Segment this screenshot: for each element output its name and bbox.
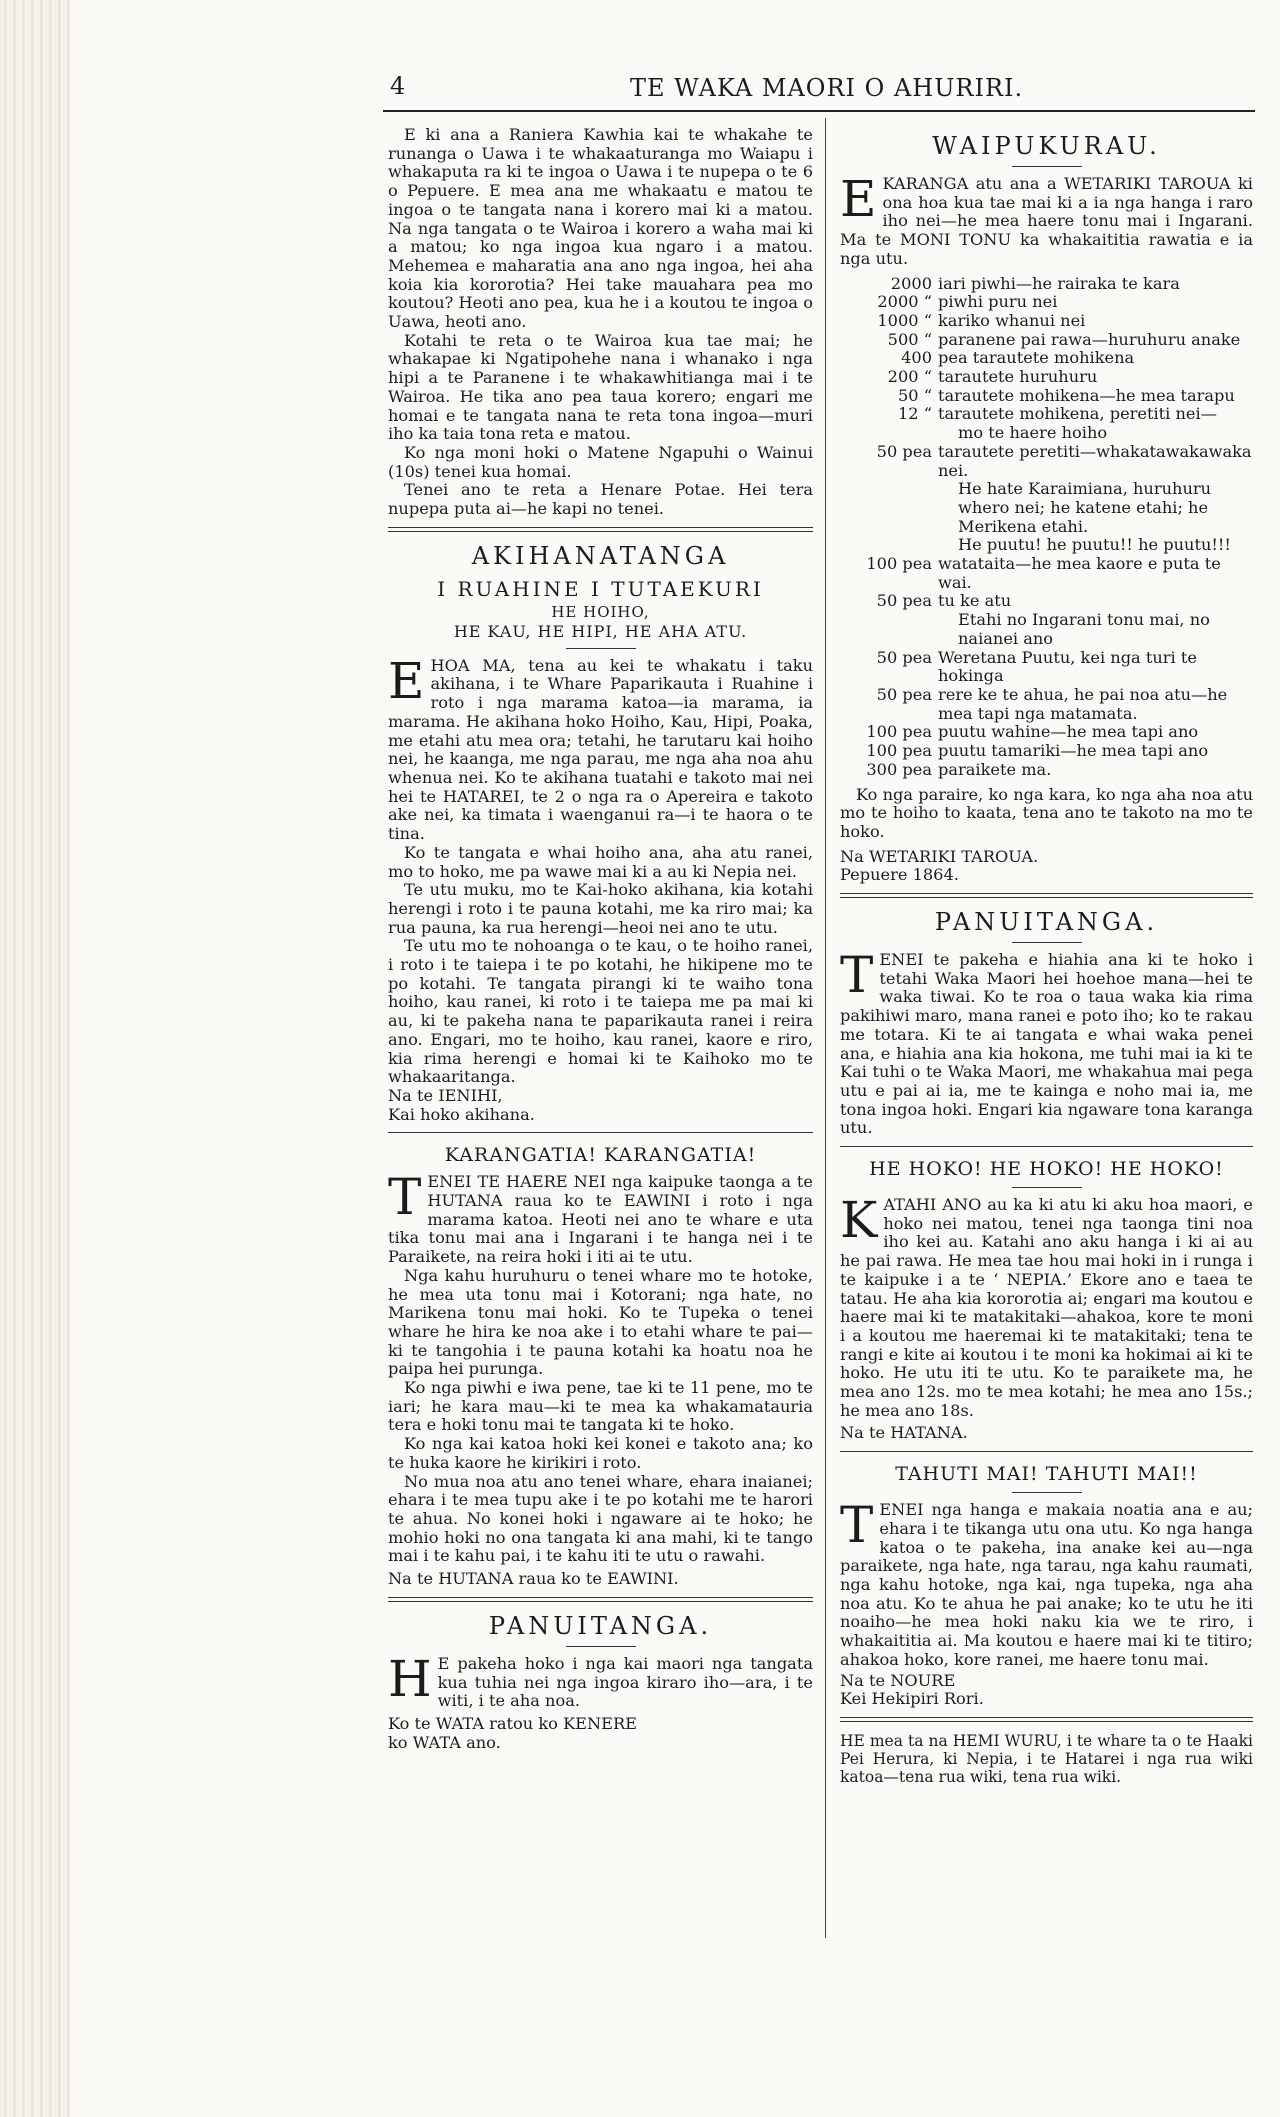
akihana-section [388, 542, 813, 1125]
ad-paragraph: HOA MA, tena au kei te whakatu i taku akihana, i te Whare Paparikauta i Ruahine i roto i nga marama katoa—ia marama, ia marama. He akihana hoko Hoiho, Kau, Hipi, Poaka, me etahi atu mea ora; tetahi, he tarutaru kai hoiho nei, he kaanga, me nga parau, me nga aha noa ahu whenua nei. Ko te akihana tuatahi e takoto mai nei hei te HATAREI, te 2 o nga ra o Apereira e takoto ake nei, ka timata i waenganui ra—i te haora o te tina. [388, 655, 813, 844]
drop-cap: E [840, 170, 877, 228]
section-title: PANUITANGA. [488, 1611, 713, 1640]
section-title: HE HOKO! HE HOKO! HE HOKO! [869, 1158, 1224, 1181]
ad-paragraph: Ko nga paraire, ko nga kara, ko nga aha noa atu mo te hoiho to kaata, tena ano te takoto na mo te hoko. [840, 784, 1253, 841]
signature: Kei Hekipiri Rori. [840, 1689, 984, 1709]
panui2-section [840, 908, 1253, 1138]
section-subtitle: HE KAU, HE HIPI, HE AHA ATU. [453, 621, 748, 641]
section-separator [840, 1717, 1253, 1722]
drop-cap: T [840, 1496, 874, 1555]
list-item: He puutu! he puutu!! he puutu!!! [958, 535, 1231, 555]
list-item: 1000 “ kariko whanui nei [877, 310, 1086, 330]
signature: Na te NOURE [840, 1670, 956, 1690]
short-rule [1012, 942, 1082, 943]
drop-cap: T [840, 946, 874, 1005]
ad-paragraph: ENEI nga hanga e makaia noatia ana e au; ehara i te tikanga utu ona utu. Ko nga hanga katoa o te pakeha, ina anake kei au—nga paraikete, nga hate, nga tarau, nga kahu raumati, nga kahu hotoke, nga kai, nga tupeka, nga aha noa atu. Ko te ahua he pai anake; ko te utu he iti noaiho—he mea hoki naku kia we te riro, i whakaititia ai. Ma koutou e haere mai ki te titiro; ahakoa hoko, kore ranei, me haere tonu mai. [840, 1500, 1253, 1669]
signature: Kai hoko akihana. [388, 1104, 535, 1124]
list-item: mo te haere hoiho [958, 423, 1108, 443]
section-separator [840, 1451, 1253, 1452]
signature: Ko te WATA ratou ko KENERE [388, 1713, 637, 1733]
list-item: 50 pea rere ke te ahua, he pai noa atu—he mea tapi nga matamata. [876, 684, 1228, 723]
list-item: 50 “ tarautete mohikena—he mea tarapu [897, 385, 1235, 405]
section-separator [840, 1146, 1253, 1147]
list-item: 50 pea tu ke atu [876, 591, 1012, 611]
header-rule [383, 110, 1255, 112]
drop-cap: K [840, 1191, 878, 1250]
section-separator [388, 527, 813, 532]
ad-paragraph: ENEI TE HAERE NEI nga kaipuke taonga a te HUTANA raua ko te EAWINI i roto i nga marama katoa. Heoti nei ano te whare e uta tika tonu mai ana i Ingarani i te hanga nei i te Paraikete, na reira hoki i iti ai te utu. [388, 1172, 813, 1267]
list-item: 100 pea puutu wahine—he mea tapi ano [866, 722, 1199, 742]
list-item: Etahi no Ingarani tonu mai, no naianei ano [958, 610, 1210, 648]
section-separator [388, 1597, 813, 1602]
intro-paragraph: Ko nga moni hoki o Matene Ngapuhi o Wainui (10s) tenei kua homai. [388, 442, 813, 481]
intro-paragraph: Tenei ano te reta a Henare Potae. Hei tera nupepa puta ai—he kapi no tenei. [388, 480, 813, 519]
list-item: 50 pea Weretana Puutu, kei nga turi te hokinga [876, 647, 1197, 686]
ad-paragraph: Ko nga piwhi e iwa pene, tae ki te 11 pene, mo te iari; he kara mau—ki te mea ka whakamatauria tera e hoki tonu mai te tangata ki te hoko. [388, 1378, 813, 1435]
drop-cap: T [388, 1168, 422, 1227]
ad-paragraph: Te utu muku, mo te Kai-hoko akihana, kia kotahi herengi i roto i te pauna kotahi, me ka riro mai; ka rua pauna, ka rua herengi—heoi nei ano te utu. [388, 880, 813, 937]
section-separator [840, 893, 1253, 898]
list-item: 12 “ tarautete mohikena, peretiti nei— [897, 404, 1217, 424]
date-line: Pepuere 1864. [840, 865, 959, 885]
ad-paragraph: Ko te tangata e whai hoiho ana, aha atu ranei, mo to hoko, me pa wawe mai ki a au ki Nepia nei. [388, 842, 813, 881]
list-item: 200 “ tarautete huruhuru [887, 367, 1098, 387]
goods-list [840, 275, 1253, 780]
section-title: WAIPUKURAU. [932, 132, 1161, 160]
waipukurau-section [840, 132, 1253, 885]
list-item: 100 pea watataita—he mea kaore e puta te wai. [866, 554, 1221, 592]
page-binding-edge [0, 0, 70, 2117]
short-rule [566, 1646, 636, 1647]
short-rule [566, 648, 636, 649]
ad-paragraph: Nga kahu huruhuru o tenei whare mo te hotoke, he mea uta tonu mai i Kotorani; nga hate, no Marikena tonu mai hoki. Ko te Tupeka o tenei whare he hira ke noa ake i to etahi whare te pai—ki te tangohia i te pauna kotahi ka hoatu noa he paipa hei purunga. [388, 1265, 813, 1379]
page-number: 4 [390, 72, 406, 100]
signature: ko WATA ano. [388, 1732, 501, 1752]
list-item: 500 “ paranene pai rawa—huruhuru anake [887, 329, 1241, 349]
drop-cap: E [388, 651, 425, 710]
short-rule [1012, 166, 1082, 167]
section-title: TAHUTI MAI! TAHUTI MAI!! [895, 1463, 1198, 1486]
short-rule [1012, 1187, 1082, 1188]
signature: Na WETARIKI TAROUA. [840, 846, 1039, 866]
section-separator [388, 1132, 813, 1133]
list-item: 300 pea paraikete ma. [866, 759, 1052, 779]
column-divider [825, 118, 826, 1938]
left-column [388, 126, 813, 1752]
list-item: 400 pea tarautete mohikena [901, 348, 1135, 368]
list-item: 2000 iari piwhi—he rairaka te kara [890, 273, 1180, 293]
list-item: 2000 “ piwhi puru nei [877, 292, 1058, 312]
newspaper-title: TE WAKA MAORI O AHURIRI. [630, 74, 1024, 102]
intro-paragraph: E ki ana a Raniera Kawhia kai te whakahe te runanga o Uawa i te whakaaturanga mo Waiapu i whakaputa ra ki te ingoa o Uawa i te nupepa o te 6 o Pepuere. E mea ana me whakaatu e matou te ingoa o te tangata nana i korero mai ki a matou. Na nga tangata o te Wairoa i korero a waha mai ki a matou; ko nga ingoa kua ngaro i a matou. Mehemea e maharatia ana ano nga ingoa, hei aha koia kia kororotia? Hei take mauahara pea mo koutou? Heoti ano pea, kua he i a koutou te ingoa o Uawa, heoti ano. [388, 125, 813, 332]
signature: Na te HUTANA raua ko te EAWINI. [388, 1569, 679, 1589]
list-item: 50 pea tarautete peretiti—whakatawakawaka nei. [876, 441, 1252, 480]
signature: Na te HATANA. [840, 1423, 968, 1443]
ad-paragraph: Ko nga kai katoa hoki kei konei e takoto ana; ko te huka kaore he kirikiri i roto. [388, 1434, 813, 1472]
signature: Na te IENIHI, [388, 1085, 503, 1105]
ad-paragraph: KARANGA atu ana a WETARIKI TAROUA ki ona hoa kua tae mai ki a ia nga hanga i raro iho nei—he mea haere tonu mai i Ingarani. Ma te MONI TONU ka whakaititia rawatia e ia nga utu. [840, 174, 1253, 268]
ad-paragraph: E pakeha hoko i nga kai maori nga tangata kua tuhia nei nga ingoa kiraro iho—ara, i te witi, i te aha noa. [437, 1653, 813, 1711]
hehoko-section [840, 1157, 1253, 1443]
section-title: AKIHANATANGA [471, 541, 730, 570]
ad-paragraph: No mua noa atu ano tenei whare, ehara inaianei; ehara i te mea tupu ake i te po kotahi me te harori te ahua. No konei hoki i ngaware ai te hoko; he mohio hoki no ona tangata ki ana mahi, ki te tango mai i te kahu pai, i te kahu iti te utu o rawahi. [388, 1471, 813, 1566]
drop-cap: H [388, 1649, 432, 1708]
ad-paragraph: Te utu mo te nohoanga o te kau, o te hoiho ranei, i roto i te taiepa i te po kotahi, he hikipene mo te po kotahi. Te tangata pirangi ki te waiho tona hoiho, kau ranei, ki roto i te taiepa me pa mai ki au, ki te pakeha nana te paparikauta ranei i reira ano. Engari, mo te hoiho, kau ranei, kaore e riro, kia rima herengi e homai ki te Kaihoko mo te whakaaritanga. [388, 936, 813, 1087]
tahuti-section [840, 1462, 1253, 1709]
section-subtitle: HE HOIHO, [551, 602, 650, 621]
right-column [840, 126, 1253, 1786]
section-subtitle: I RUAHINE I TUTAEKURI [437, 576, 764, 601]
panui-section [388, 1612, 813, 1753]
printer-imprint: HE mea ta na HEMI WURU, i te whare ta o te Haaki Pei Herura, ki Nepia, i te Hatarei i nga rua wiki katoa—tena rua wiki, tena rua wiki. [840, 1731, 1253, 1786]
ad-paragraph: ENEI te pakeha e hiahia ana ki te hoko i tetahi Waka Maori hei hoehoe mana—hei te waka tiwai. Ko te roa o taua waka kia rima pakihiwi maro, mana ranei e poto iho; ko te rakau me totara. Ki te ai tangata e whai waka penei ana, e hiahia ana kia hokona, me tuhi mai ia ki te Kai tuhi o te Waka Maori, me whakahua mai pega utu e pai ai ia, me te kainga e noho mai ia, me tona ingoa hoki. Engari kia ngaware tona karanga utu. [840, 950, 1253, 1138]
section-title: KARANGATIA! KARANGATIA! [444, 1144, 757, 1167]
karangatia-section [388, 1143, 813, 1588]
ad-paragraph: ATAHI ANO au ka ki atu ki aku hoa maori, e hoko nei matou, tenei nga taonga tini noa iho kei au. Katahi ano aku hanga i ki ai au he pai rawa. He mea tae hou mai hoki in i runga i te kaipuke i a te ‘ NEPIA.’ Ekore ano e taea te tatau. He aha kia kororotia ai; engari ma koutou e haere mai ki te matakitaki—ahakoa, kore te moni i a koutou me haeremai ki te matakitaki; tena te rangi e kite ai koutou i te moni ka hokimai ai ki te hoko. He utu iti te utu. Ko te paraikete ma, he mea ano 12s. mo te mea kotahi; he mea ano 15s.; he mea ano 18s. [840, 1195, 1253, 1420]
intro-paragraph: Kotahi te reta o te Wairoa kua tae mai; he whakapae ki Ngatipohehe nana i whanako i nga hipi a te Paranene i te whakawhitianga mai i te Wairoa. He tika ano pea taua korero; engari me homai e te tangata nana te reta tona ingoa—muri iho ka taia tona reta e matou. [388, 330, 813, 444]
section-title: PANUITANGA. [934, 908, 1159, 937]
list-item: 100 pea puutu tamariki—he mea tapi ano [866, 741, 1209, 761]
short-rule [1012, 1492, 1082, 1493]
list-item: He hate Karaimiana, huruhuru whero nei; he katene etahi; he Merikena etahi. [958, 479, 1212, 536]
page-header [380, 68, 1280, 108]
